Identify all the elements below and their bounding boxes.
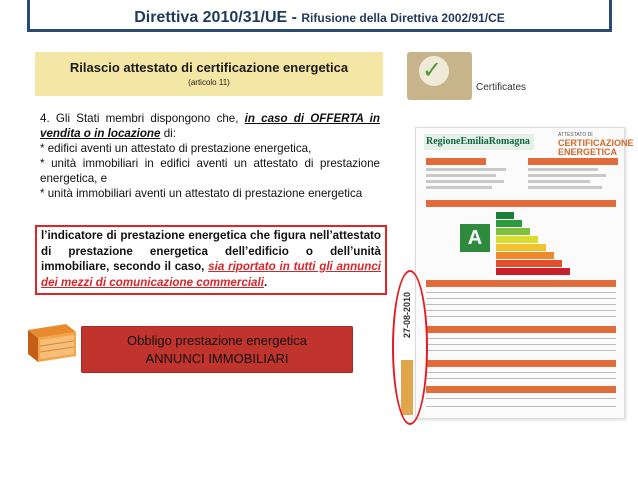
doc-section-bar [426, 200, 616, 207]
obligation-line-1: Obbligo prestazione energetica [127, 333, 307, 348]
certificate-date: 27-08-2010 [402, 291, 412, 338]
certificazione-title [558, 139, 634, 157]
highlight-end: . [263, 275, 268, 289]
doc-line [426, 372, 616, 373]
header-separator: - [287, 9, 302, 26]
certificate-title-box [35, 52, 383, 96]
doc-row [528, 186, 602, 189]
obligation-line-2: ANNUNCI IMMOBILIARI [145, 351, 289, 366]
article-item-3: * unità immobiliari aventi un attestato di prestazione energetica [40, 187, 363, 200]
energy-bar-b [496, 228, 530, 235]
article-lead-end: di: [160, 127, 176, 140]
energy-bar-d [496, 244, 546, 251]
folder-icon [22, 318, 80, 366]
cert-title-line-2: ENERGETICA [558, 147, 618, 157]
doc-row [426, 174, 496, 177]
obligation-box [81, 326, 353, 373]
doc-section-bar [528, 158, 618, 165]
doc-row [426, 186, 492, 189]
energy-bar-c [496, 236, 538, 243]
header-title: Direttiva 2010/31/UE [134, 9, 288, 26]
header-subtitle: Rifusione della Direttiva 2002/91/CE [301, 11, 505, 25]
header-line [30, 9, 609, 27]
article-lead: 4. Gli Stati membri dispongono che, [40, 112, 245, 125]
doc-line [426, 316, 616, 317]
doc-row [528, 174, 606, 177]
doc-section-bar [426, 158, 486, 165]
article-item-2: * unità immobiliari in edifici aventi un attestato di prestazione energetica, e [40, 157, 380, 185]
certificate-title: Rilascio attestato di certificazione energetica [69, 60, 349, 75]
energy-bar-f [496, 260, 562, 267]
doc-row [528, 168, 598, 171]
article-lead-line [40, 111, 380, 141]
highlight-text: l’indicatore di prestazione energetica che figura nell’attestato di prestazione energetica dell’edificio o dell’unità immobiliare, secondo il caso, [41, 229, 381, 273]
doc-line [426, 344, 616, 345]
doc-line [426, 398, 616, 399]
doc-line [426, 406, 616, 407]
doc-row [426, 180, 504, 183]
doc-line [426, 292, 616, 293]
energy-class-badge: A [460, 224, 490, 252]
certificate-article-ref: (articolo 11) [188, 78, 230, 87]
energy-bar-a [496, 220, 522, 227]
energy-bar-e [496, 252, 554, 259]
highlight-ellipse [392, 270, 428, 425]
energy-certificate-document [415, 127, 634, 419]
article-paragraph [40, 111, 380, 201]
header-frame [27, 0, 612, 32]
doc-line [426, 304, 616, 305]
doc-row [528, 180, 590, 183]
doc-section-bar [426, 326, 616, 333]
check-circle-icon [419, 56, 449, 86]
doc-line [426, 350, 616, 351]
attestato-label: ATTESTATO DI [558, 132, 593, 138]
cert-title-line-1: CERTIFICAZIONE [558, 138, 634, 148]
doc-section-bar [426, 360, 616, 367]
check-mark-icon: ✓ [422, 57, 443, 84]
highlight-accent: sia riportato in tutti gli annunci dei mezzi di comunicazione commerciali [41, 260, 381, 289]
energy-bar-g [496, 268, 570, 275]
certificates-logo [407, 52, 472, 100]
doc-line [426, 310, 616, 311]
energy-bar-a-plus [496, 212, 514, 219]
doc-line [426, 298, 616, 299]
doc-row [426, 168, 506, 171]
doc-line [426, 378, 616, 379]
region-name: RegioneEmiliaRomagna [426, 136, 530, 147]
highlight-paragraph [41, 228, 381, 290]
article-item-1: * edifici aventi un attestato di prestazione energetica, [40, 142, 312, 155]
article-emphasis: in caso di OFFERTA in vendita o in locazione [40, 112, 380, 140]
doc-section-bar [426, 386, 616, 393]
doc-section-bar [426, 280, 616, 287]
certificates-label: Certificates [476, 82, 527, 93]
doc-line [426, 338, 616, 339]
